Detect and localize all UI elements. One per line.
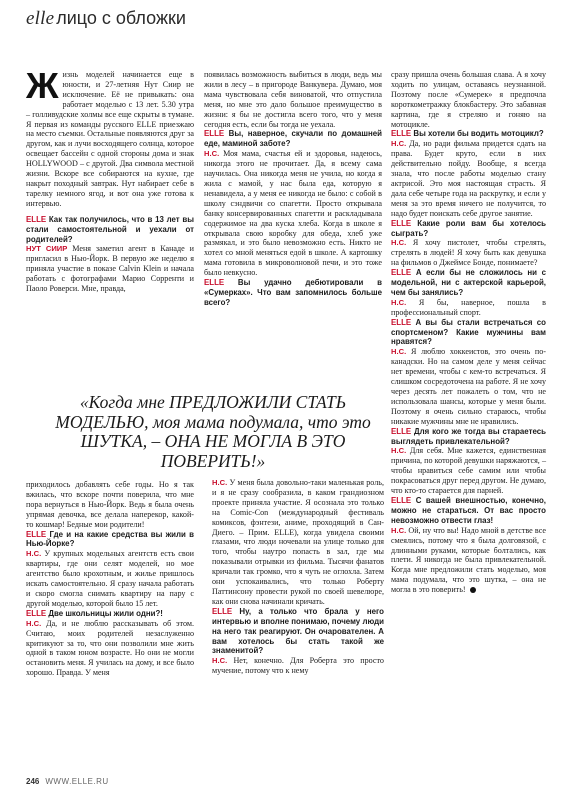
question-9 — [391, 496, 546, 526]
column-3 — [391, 70, 546, 595]
question-2 — [204, 129, 382, 149]
intro-paragraph — [26, 65, 194, 209]
elle-tag: ELLE — [26, 529, 47, 539]
end-mark-icon — [470, 587, 476, 593]
question-8 — [391, 427, 546, 447]
answer-text: У меня была довольно-таки маленькая роль, и я не сразу сообразила, в каком грандиозном проекте приняла участие. Я осознала это только на Comic-Con (международный фестиваль комиксов, фэнтези, аниме, проходящий в Сан-Диего. – Прим. ELLE), когда увидела своими глазами, что люди ночевали на улице только для того, чтобы наутро попасть в зал, где мы показывали отрывки из фильма. Тысячи фанатов кричали так громко, что я чуть не оглохла. Затем они успокаивались, что только Роберту Паттинсону провести рукой по своей шевелюре, как они снова начинали кричать. — [212, 478, 384, 606]
question-text: Как так получилось, что в 13 лет вы стали самостоятельной и уехали от родителей? — [26, 214, 194, 244]
column-1-bottom — [26, 480, 194, 678]
speaker-tag: Н.С. — [212, 656, 228, 666]
elle-tag: ELLE — [204, 278, 225, 288]
speaker-tag: НУТ СИИР — [26, 244, 68, 254]
question-text: Вы хотели бы водить мотоцикл? — [413, 129, 544, 139]
pull-quote: «Когда мне ПРЕДЛОЖИЛИ СТАТЬ МОДЕЛЬЮ, моя мама подумала, что это ШУТКА, – ОНА НЕ МОГЛА В ЭТО ПОВЕРИТЬ!» — [55, 392, 371, 471]
elle-tag: ELLE — [26, 608, 47, 618]
answer-6 — [391, 298, 546, 318]
elle-tag: ELLE — [391, 218, 412, 228]
elle-tag: ELLE — [212, 606, 233, 616]
answer-text: Для себя. Мне кажется, единственная причина, по которой девушки наряжаются, – чтобы нравиться себе самим или чтобы покрасоваться друг перед другом. Не думаю, что кто-то старается для парней. — [391, 446, 546, 496]
answer-text: Да, и не люблю рассказывать об этом. Считаю, моих родителей незаслуженно критикуют за то, что они позволили мне жить одной в таком юном возрасте. Но они не могли остановить меня. Я училась на дому, и все было хорошо. Правда. У меня — [26, 618, 194, 678]
question-text: Ну, а только что брала у него интервью и вполне понимаю, почему люди на него так реагируют. Он очарователен. А вам хотелось бы стать такой же знаменитой? — [212, 606, 385, 656]
answer-text: Я люблю хоккеистов, это очень по-канадски. Но на самом деле у меня сейчас нет времени, чтобы с кем-то встречаться. Я слишком сосредоточена на работе. Я не хочу через десять лет пожалеть о том, что не использовала шансы, которые у меня были. Поэтому я очень сильно стараюсь, чтобы никакие мужчины мне не нравились. — [391, 347, 546, 426]
elle-tag: ELLE — [26, 214, 47, 224]
question-text: Где и на какие средства вы жили в Нью-Йорке? — [26, 529, 194, 549]
paragraph: появилась возможность выбиться в люди, ведь мы жили в лесу – в пригороде Ванкувера. Думаю, моя мама чувствовала себя виноватой, что отпустила меня, но мне это дало большое преимущество в жизни: я бы не достигла всего того, что у меня сегодня есть, если бы тогда не уехала. — [204, 70, 382, 129]
speaker-tag: Н.С. — [391, 446, 407, 456]
question-11 — [26, 609, 194, 619]
question-3 — [204, 278, 382, 308]
answer-11 — [26, 619, 194, 678]
speaker-tag: Н.С. — [391, 139, 407, 149]
elle-tag: ELLE — [204, 129, 225, 139]
answer-text: Нет, конечно. Для Роберта это просто мучение, потому что к нему — [212, 656, 384, 676]
answer-text: Ой, ну что вы! Надо мной в детстве все смеялись, потому что я была долговязой, с длинными руками, которые болтались, как плети. Я никогда не была привлекательной. Когда мне предложили стать моделью, моя мама подумала, что это шутка, – она не могла в это поверить! — [391, 525, 546, 595]
section-header — [26, 8, 186, 30]
website-url: WWW.ELLE.RU — [45, 777, 109, 786]
brand-logo: elle — [26, 8, 55, 29]
speaker-tag: Н.С. — [26, 618, 42, 628]
speaker-tag: Н.С. — [391, 238, 407, 248]
question-text: Вы, наверное, скучали по домашней еде, маминой заботе? — [204, 129, 382, 149]
answer-text: Меня заметил агент в Канаде и пригласил в Нью-Йорк. В первую же неделю я приняла участие в показе Calvin Klein и начала работать с фотографами Марио Сорренти и Паоло Роверси. Мне, правда, — [26, 244, 194, 294]
question-text: А вы бы стали встречаться со спортсменом? Какие мужчины вам нравятся? — [391, 317, 547, 347]
answer-text: Да, но ради фильма придется сдать на права. Будет круто, если в них действительно пойду. Вообще, я всегда знала, что после работы моделью стану актрисой. Это моя настоящая страсть. Я дала себе четыре года на раскрутку, и если у меня за это время ничего не получится, то надо будет поискать себе другое занятие. — [391, 139, 546, 218]
speaker-tag: Н.С. — [204, 149, 220, 159]
elle-tag: ELLE — [391, 317, 412, 327]
answer-text: Я бы, наверное, пошла в профессиональный спорт. — [391, 297, 546, 317]
question-1 — [26, 215, 194, 245]
answer-8 — [391, 446, 546, 496]
question-text: Вы удачно дебютировали в «Сумерках». Что вам запомнилось больше всего? — [204, 278, 382, 307]
question-text: С вашей внешностью, конечно, можно не стараться. От вас просто невозможно отвести глаз! — [391, 495, 546, 525]
question-text: Две школьницы жили одни?! — [48, 608, 163, 618]
question-6 — [391, 268, 546, 298]
elle-tag: ELLE — [391, 268, 412, 278]
answer-4 — [391, 139, 546, 218]
elle-tag: ELLE — [391, 129, 412, 139]
question-text: Какие роли вам бы хотелось сыграть? — [391, 218, 546, 238]
question-text: Для кого же тогда вы стараетесь выглядеть привлекательной? — [391, 426, 546, 446]
answer-10 — [26, 549, 194, 608]
speaker-tag: Н.С. — [391, 297, 407, 307]
speaker-tag: Н.С. — [391, 525, 407, 535]
answer-1 — [26, 244, 194, 294]
answer-12 — [212, 656, 384, 676]
question-text: А если бы не сложилось ни с модельной, ни с актерской карьерой, чем бы занялись? — [391, 268, 547, 297]
speaker-tag: Н.С. — [212, 478, 228, 487]
column-1-top — [26, 65, 194, 294]
speaker-tag: Н.С. — [26, 549, 42, 559]
answer-text: Моя мама, счастья ей и здоровья, надеюсь, никогда этого не прочитает. Да, я всему сама научилась. Она никогда меня не учила, но когда я жила с мамой, у нас была еда, которую я ненавидела, а у меня ее никогда не было: с собой в школу сэндвичи со спагетти. Просто открывала банку консервированных спагетти и раскладывала содержимое на два куска хлеба. Когда в школе я открывала свою коробку для обеда, хлеб уже размякал, и это было невозможно есть. Никто не хотел со мной меняться едой в школе. А картошку мама готовила в микроволновой печи, и это тоже было невкусно. — [204, 149, 382, 278]
section-title: лицо с обложки — [56, 8, 186, 28]
column-2-bottom — [212, 478, 384, 676]
question-10 — [26, 530, 194, 550]
answer-5 — [391, 238, 546, 268]
question-5 — [391, 219, 546, 239]
drop-cap: Ж — [26, 65, 59, 106]
answer-text: Я хочу пистолет, чтобы стрелять, стрелять в людей! Я хочу быть как девушка на фильмов о Джеймсе Бонде, понимаете? — [391, 238, 546, 268]
page-number: 246 — [26, 777, 40, 786]
paragraph: сразу пришла очень большая слава. А я хочу ходить по улицам, оставаясь неузнанной. Поэтому после «Сумерек» я предпочла короткометражку блокбастеру. Это забавная картина, где я стреляю и гоняю на мотоцикле. — [391, 70, 546, 129]
question-4 — [391, 129, 546, 139]
page-footer — [26, 777, 109, 786]
intro-text: изнь моделей начинается еще в юности, и 27-летняя Нут Сиир не исключение. Её не привыкать: она работает моделью с 13 лет. 5.30 утра – голливудские холмы все еще скрыты в тумане. Я первая из команды русского ELLE приезжаю на место съемки. Остальные появляются друг за другом, как и лучи восходящего солнца, которое освещает бассейн с одной стороны дома и знак HOLLYWOOD – с другой. Два символа местной жизни. Вскоре все собираются на кухне, где накрыт походный завтрак. Нут набирает себе в тарелку немного ягод, и вот она уже готова к интервью. — [26, 70, 194, 208]
column-2-top — [204, 70, 382, 308]
question-7 — [391, 318, 546, 348]
paragraph: приходилось добавлять себе годы. Но я так вжилась, что вскоре почти поверила, что мне пора вернуться в Нью-Йорк. Ведь я была очень упрямая девочка, все делала наперекор, какой-то кошмар! Бедные мои родители! — [26, 480, 194, 529]
question-12 — [212, 607, 384, 657]
speaker-tag: Н.С. — [391, 347, 407, 357]
answer-text: У крупных модельных агентств есть свои квартиры, где они селят моделей, но мое агентство было крохотным, и жилье пришлось искать самостоятельно. Я сразу начала работать и скоро смогла снимать квартиру на пару с другой моделью, которой было 15 лет. — [26, 549, 194, 608]
answer-3 — [212, 478, 384, 607]
answer-2 — [204, 149, 382, 278]
elle-tag: ELLE — [391, 426, 412, 436]
answer-7 — [391, 347, 546, 426]
answer-9 — [391, 526, 546, 595]
elle-tag: ELLE — [391, 495, 412, 505]
